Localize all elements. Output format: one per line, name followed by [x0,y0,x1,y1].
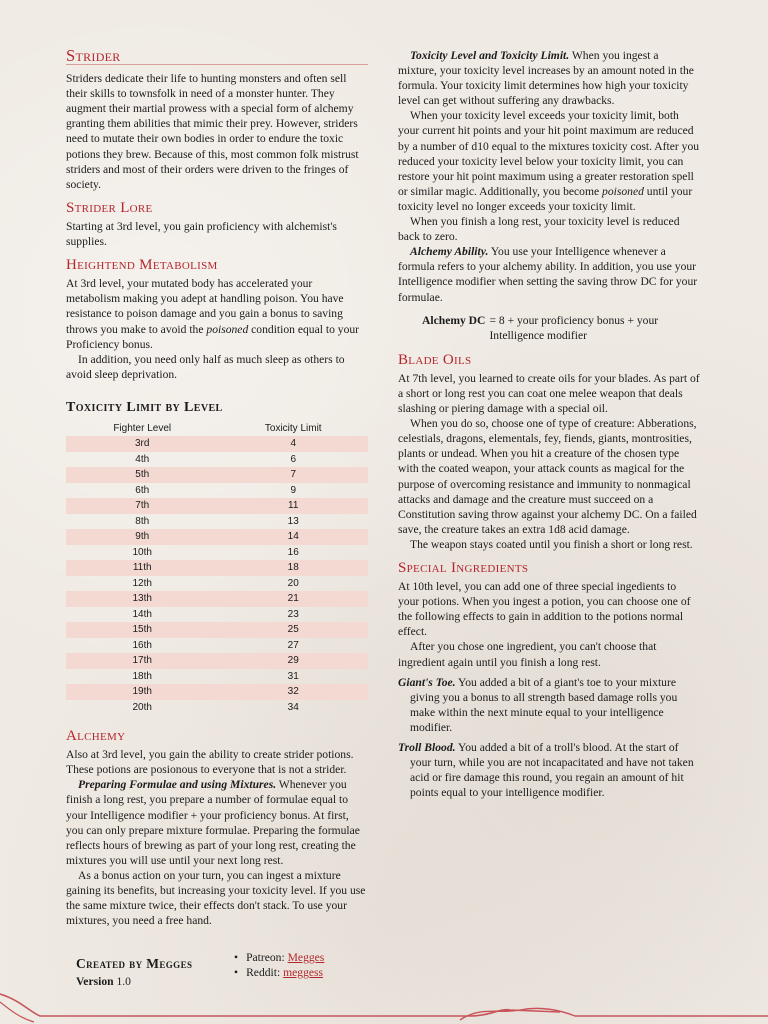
column-header: Toxicity Limit [264,422,322,434]
table-row [66,452,368,468]
alchemy-dc-value: = 8 + your proficiency bonus + your Intelligence modifier [489,313,659,342]
toxicity-limit-cell: 4 [218,436,368,452]
table-row [66,560,368,576]
alchemy-preparing: Preparing Formulae and using Mixtures. Whenever you finish a long rest, you prepare a number of formulae equal to your Intelligence modifier + your proficiency bonus. At first, you can only prepare mixture formulae. Preparing the formulae reflects hours of brewing as part of your long rest, creating the mixtures you will use until your next long rest. [66,778,360,867]
toxicity-limit-cell: 13 [287,515,299,527]
toxicity-limit-cell: 18 [218,560,368,576]
fighter-level-cell: 15th [66,622,218,638]
strider-lore-heading: Strider Lore [66,199,153,216]
fighter-level-cell: 16th [132,639,152,651]
table-row [66,483,368,499]
blade-oils-heading: Blade Oils [398,351,472,368]
toxicity-limit-cell: 23 [287,608,299,620]
fighter-level-cell: 7th [66,498,218,514]
fighter-level-cell: 8th [135,515,150,527]
blade-oils-creatures: When you do so, choose one of type of creature: Abberations, celestials, dragons, elementals, fey, fiends, giants, montrosities, plants or undead. When you hit a creature of the chosen type with the coated weapon, your attack counts as magical for the purpose of overcoming resistance and immunity to nonmagical attacks and damage and the creature must succeed on a Constitution saving throw against your alchemy DC. On a failed save, the creature takes an extra 1d8 acid damage. [398,417,697,536]
toxicity-limit-cell: 16 [287,546,299,558]
fighter-level-cell: 9th [66,529,218,545]
patreon-link[interactable]: Megges [287,951,325,964]
version-line: Version 1.0 [76,975,131,988]
fighter-level-cell: 18th [132,670,152,682]
right-column [398,48,700,800]
reddit-link[interactable]: meggess [283,966,324,979]
blade-oils-intro: At 7th level, you learned to create oils for your blades. As part of a short or long rest you can coat one melee weapon that deals slashing or piering damage with a special oil. [398,371,700,416]
toxicity-limit-cell: 27 [287,639,299,651]
giants-toe-entry: Giant's Toe. You added a bit of a giant's toe to your mixture giving you a bonus to all strength based damage rolls you make within the next minute equal to your intelligence modifier. [398,675,678,734]
fighter-level-cell: 5th [66,467,218,483]
fighter-level-cell: 6th [135,484,150,496]
alchemy-heading: Alchemy [66,728,126,745]
toxicity-limit-cell: 31 [287,670,299,682]
troll-blood-entry: Troll Blood. You added a bit of a troll's blood. At the start of your turn, while you are not incapacitated and have not taken acid or fire damage this round, you regain an amount of hit points equal to your intelligence modifier. [398,741,694,800]
toxicity-table [66,419,368,715]
table-row [66,622,368,638]
blade-oils-duration: The weapon stays coated until you finish a short or long rest. [410,537,693,551]
toxicity-limit-cell: 6 [290,453,297,465]
toxicity-limit-cell: 29 [218,653,368,669]
table-row [66,498,368,514]
toxicity-limit-cell: 25 [218,622,368,638]
toxicity-exceed-paragraph: When your toxicity level exceeds your toxicity limit, both your current hit points and your hit point maximum are reduced by a number of d10 equal to the mixtures toxicity cost. After you reduced your toxicity level below your toxicity limit, you can restore your hit point maximum using a greater restoration spell or similar magic. Additionally, you become poisoned until your toxicity level no longer exceeds your toxicity limit. [398,109,700,213]
table-row [66,514,368,530]
toxicity-limit-cell: 14 [218,529,368,545]
strider-intro: Striders dedicate their life to hunting monsters and often sell their skills to townsfolk in need of a monster hunter. They augment their martial prowess with a special form of alchemy granting them abilities that mimic their prey. However, striders need to mutate their own bodies in order to endure the toxic potions they brew. Because of this, most common folk mistrust striders and most of their orders were driven to the fringes of society. [66,72,359,191]
table-row [66,669,368,685]
table-row [66,638,368,654]
fighter-level-cell: 20th [132,701,152,713]
table-title: Toxicity Limit by Level [66,399,223,415]
table-row [66,591,368,607]
table-row [66,684,368,700]
reddit-item: • Reddit: meggess [234,965,324,980]
alchemy-intro: Also at 3rd level, you gain the ability to create strider potions. These potions are posionous to everyone that is not a strider. [66,748,354,777]
left-column [66,48,368,928]
fighter-level-cell: 10th [132,546,152,558]
ingredients-limit: After you chose one ingredient, you can't choose that ingredient again until you finish a long rest. [398,640,657,669]
page-border-flourish [0,980,768,1024]
fighter-level-cell: 12th [132,577,152,589]
alchemy-bonus-action: As a bonus action on your turn, you can ingest a mixture gaining its benefits, but increasing your toxicity level. If you use the same mixture twice, their effects don't stack. To use your mixtures, you need a free hand. [66,868,366,928]
toxicity-limit-cell: 11 [218,498,368,514]
ingredients-intro: At 10th level, you can add one of three special ingedients to your potions. When you ingest a potion, you can choose one of the following effects to gain in addition to the potions normal effect. [398,580,691,639]
toxicity-limit-cell: 9 [290,484,297,496]
fighter-level-cell: 11th [66,560,218,576]
fighter-level-cell: 13th [66,591,218,607]
toxicity-limit-cell: 32 [218,684,368,700]
toxicity-limit-cell: 34 [287,701,299,713]
table-row [66,607,368,623]
metabolism-sleep: In addition, you need only half as much sleep as others to avoid sleep deprivation. [66,352,345,381]
alchemy-dc-formula [398,313,700,343]
table-body [66,436,368,715]
metabolism-paragraph: At 3rd level, your mutated body has accelerated your metabolism making you adept at handling poison. You have resistance to poison damage and you gain a bonus to saving throws you make to avoid the poisoned condition equal to your Proficiency bonus. [66,277,360,351]
table-row [66,576,368,592]
credit-title: Created by Megges [76,956,193,971]
toxicity-reset-paragraph: When you finish a long rest, your toxicity level is reduced back to zero. [398,215,680,244]
table-row [66,700,368,716]
fighter-level-cell: 19th [66,684,218,700]
table-row [66,467,368,483]
fighter-level-cell: 4th [135,453,150,465]
fighter-level-cell: 14th [132,608,152,620]
toxicity-limit-cell: 7 [218,467,368,483]
table-row [66,529,368,545]
toxicity-limit-cell: 21 [218,591,368,607]
social-links [234,950,324,980]
table-row [66,436,368,452]
column-header: Fighter Level [113,422,172,434]
toxicity-level-paragraph: Toxicity Level and Toxicity Limit. When you ingest a mixture, your toxicity level increases by an amount noted in the formula. Your toxicity limit determines how high your toxicity level can get without suffering any drawbacks. [398,49,694,108]
special-ingredients-heading: Special Ingredients [398,560,529,576]
toxicity-limit-cell: 20 [287,577,299,589]
strider-lore-text: Starting at 3rd level, you gain proficiency with alchemist's supplies. [66,219,337,249]
alchemy-dc-label: Alchemy DC [422,313,486,327]
table-row [66,545,368,561]
fighter-level-cell: 3rd [66,436,218,452]
metabolism-heading: Heightend Metabolism [66,257,218,274]
fighter-level-cell: 17th [66,653,218,669]
strider-heading: Strider [66,48,368,65]
table-row [66,653,368,669]
patreon-item: • Patreon: Megges [234,950,324,965]
alchemy-ability-paragraph: Alchemy Ability. You use your Intelligence whenever a formula refers to your alchemy ability. In addition, you use your Intelligence modifier when setting the saving throw DC for your formulae. [398,245,698,304]
